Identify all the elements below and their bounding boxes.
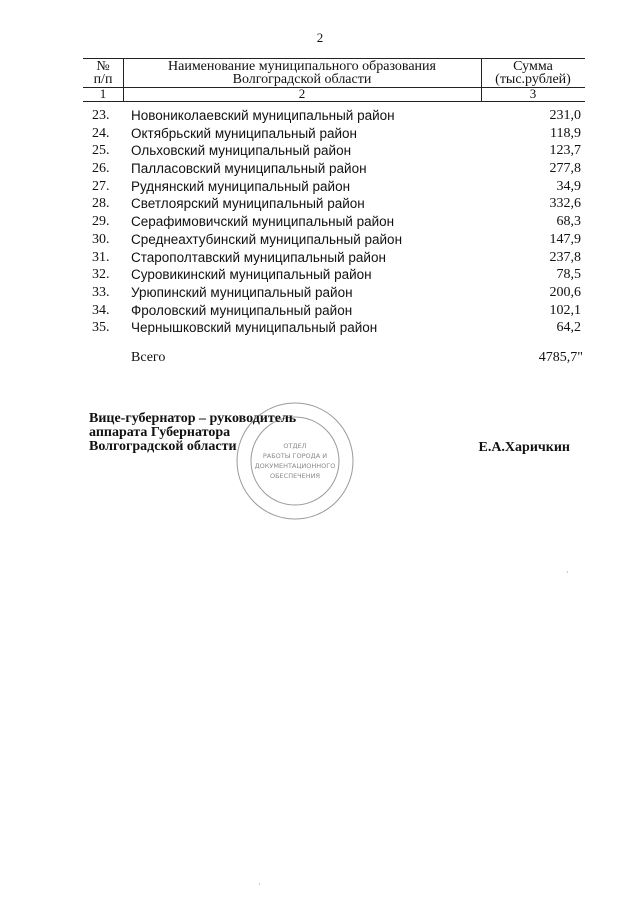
row-number: 32.: [92, 267, 110, 283]
table-row: [83, 196, 585, 214]
header-amount-line1: Сумма: [513, 59, 553, 74]
row-number: 34.: [92, 302, 110, 318]
header-amount: [481, 60, 585, 86]
total-label: Всего: [131, 350, 166, 365]
row-number: 31.: [92, 249, 110, 265]
total-value: 4785,7": [538, 350, 583, 365]
table-body: [83, 108, 585, 338]
row-name: Суровикинский муниципальный район: [131, 267, 372, 283]
table-row: [83, 179, 585, 197]
row-amount: 200,6: [549, 284, 581, 300]
row-number: 27.: [92, 178, 110, 194]
page-number: 2: [316, 30, 324, 45]
table-row: [83, 108, 585, 126]
row-amount: 147,9: [549, 231, 581, 247]
header-name-line2: Волгоградской области: [232, 72, 372, 87]
scan-mark: ·: [258, 880, 261, 889]
row-name: Чернышковский муниципальный район: [131, 320, 378, 336]
header-name-line1: Наименование муниципального образования: [168, 59, 436, 74]
signature-line-1: Вице-губернатор – руководитель: [89, 411, 297, 426]
row-number: 28.: [92, 196, 110, 212]
row-name: Руднянский муниципальный район: [131, 178, 351, 194]
row-amount: 237,8: [549, 249, 581, 265]
row-name: Октябрьский муниципальный район: [131, 125, 357, 141]
row-amount: 64,2: [556, 320, 581, 336]
table-row: [83, 303, 585, 321]
stamp-text-line: ОБЕСПЕЧЕНИЯ: [269, 472, 321, 480]
row-amount: 102,1: [549, 302, 581, 318]
row-name: Старополтавский муниципальный район: [131, 249, 386, 265]
signature-line-2: аппарата Губернатора: [89, 425, 231, 440]
row-number: 23.: [92, 108, 110, 123]
table-row: [83, 214, 585, 232]
row-number: 24.: [92, 125, 110, 141]
table-row: [83, 126, 585, 144]
row-amount: 118,9: [550, 125, 581, 141]
row-number: 29.: [92, 214, 110, 230]
signature-line-3: Волгоградской области: [89, 439, 237, 454]
row-name: Фроловский муниципальный район: [131, 302, 353, 318]
row-amount: 34,9: [556, 178, 581, 194]
header-amount-line2: (тыс.рублей): [495, 72, 571, 87]
row-amount: 78,5: [556, 267, 581, 283]
signature-position: [89, 412, 296, 454]
row-name: Новониколаевский муниципальный район: [131, 108, 395, 123]
row-amount: 68,3: [556, 214, 581, 230]
header-no-line2: п/п: [93, 72, 113, 87]
table-row: [83, 250, 585, 268]
row-name: Среднеахтубинский муниципальный район: [131, 231, 403, 247]
signer-name: Е.А.Харичкин: [478, 440, 570, 455]
stamp-text-line: ДОКУМЕНТАЦИОННОГО: [254, 462, 336, 470]
table-header: [83, 58, 585, 102]
row-number: 33.: [92, 284, 110, 300]
row-name: Серафимовичский муниципальный район: [131, 214, 395, 230]
table-row: [83, 267, 585, 285]
table-row: [83, 285, 585, 303]
row-amount: 277,8: [549, 161, 581, 177]
row-number: 30.: [92, 231, 110, 247]
row-name: Урюпинский муниципальный район: [131, 284, 353, 300]
row-amount: 332,6: [549, 196, 581, 212]
column-number-1: 1: [99, 86, 107, 101]
column-number-2: 2: [298, 86, 306, 101]
stamp-text-line: ОТДЕЛ: [283, 442, 307, 450]
row-name: Палласовский муниципальный район: [131, 161, 367, 177]
table-row: [83, 320, 585, 338]
table-row: [83, 232, 585, 250]
header-no: [83, 60, 123, 86]
row-name: Светлоярский муниципальный район: [131, 196, 365, 212]
header-name: [123, 60, 481, 86]
table-row: [83, 161, 585, 179]
row-amount: 123,7: [549, 143, 581, 159]
row-number: 25.: [92, 143, 110, 159]
scan-mark: ·: [566, 568, 569, 577]
row-name: Ольховский муниципальный район: [131, 143, 352, 159]
header-no-line1: №: [96, 59, 110, 74]
row-number: 35.: [92, 320, 110, 336]
column-number-3: 3: [529, 86, 537, 101]
table-row: [83, 143, 585, 161]
stamp-text-line: РАБОТЫ ГОРОДА И: [262, 452, 328, 460]
row-amount: 231,0: [549, 108, 581, 123]
row-number: 26.: [92, 161, 110, 177]
